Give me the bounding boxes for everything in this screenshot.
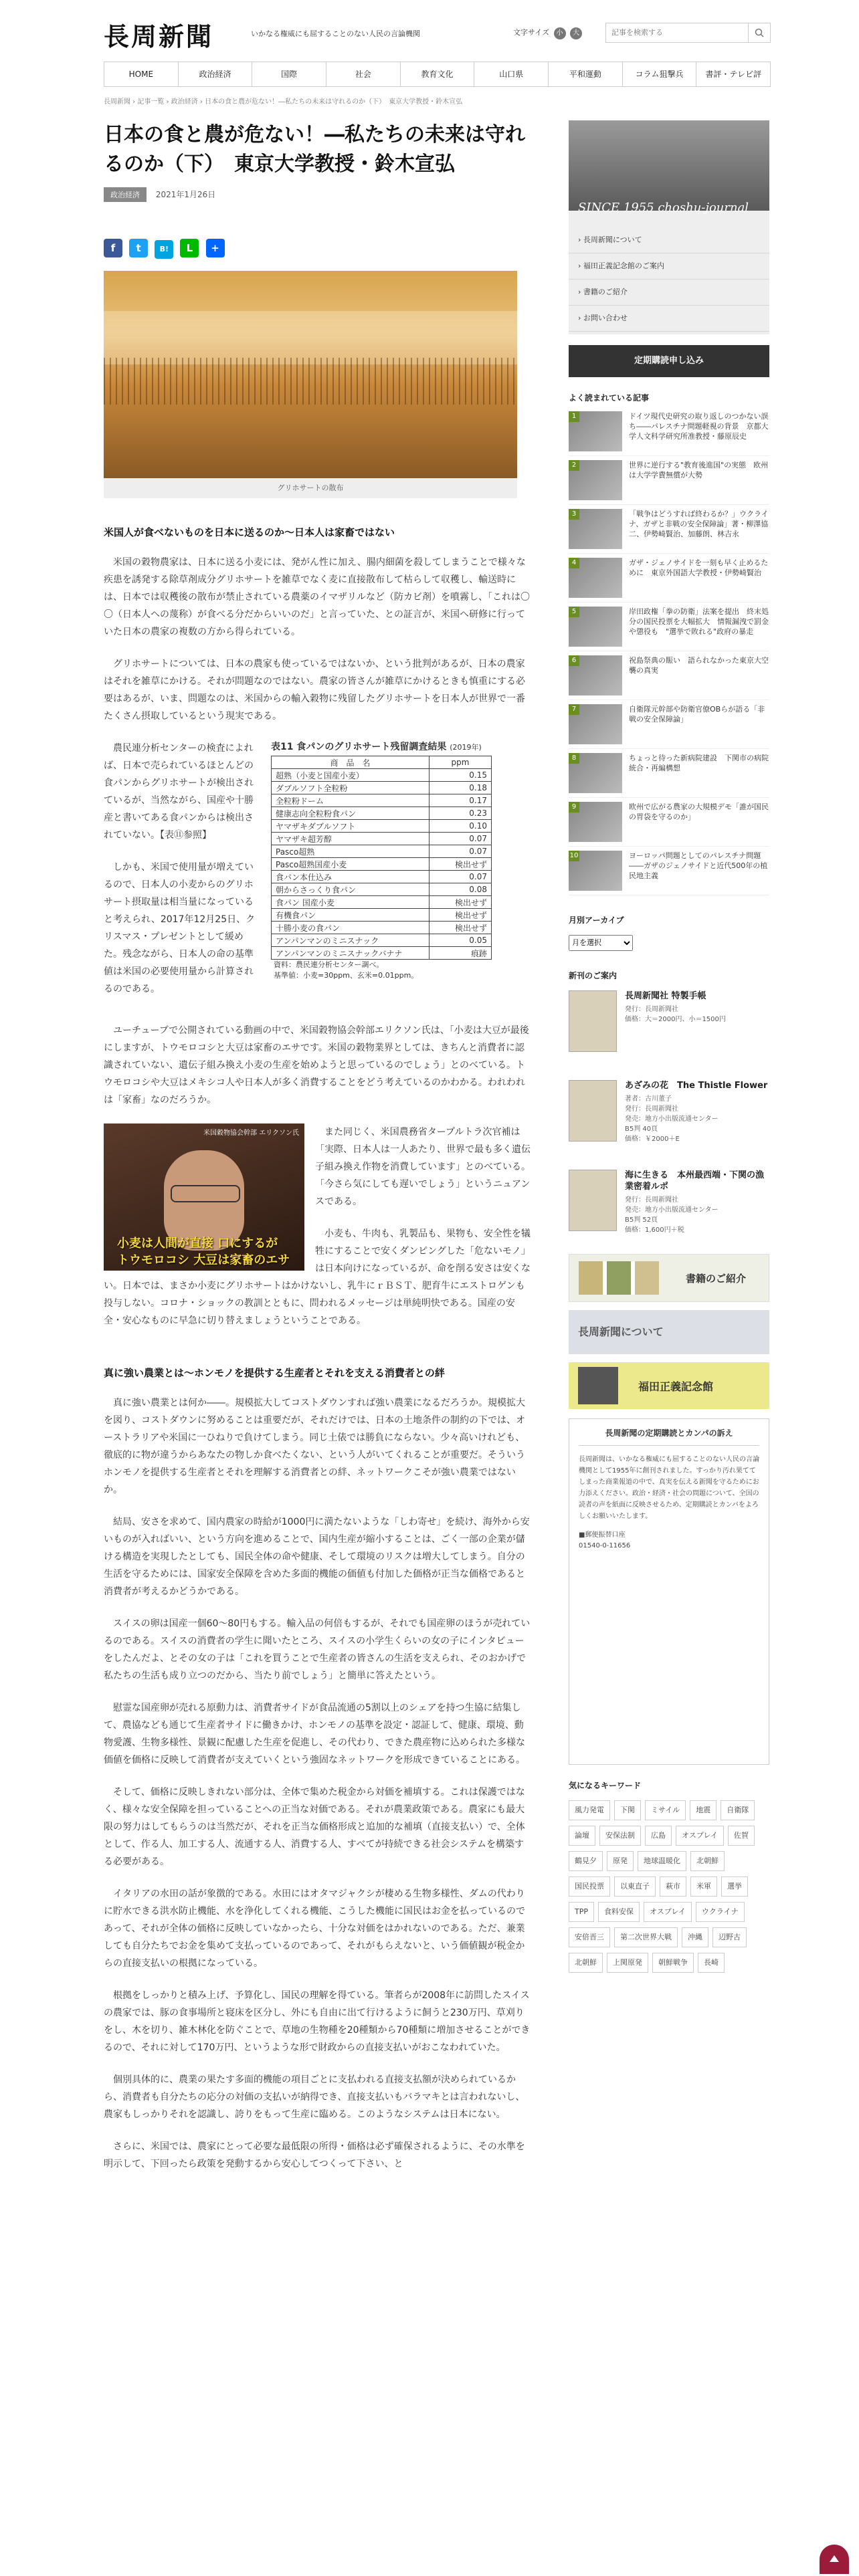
rank-number: 3 (569, 509, 579, 520)
ppm-value: 0.17 (430, 794, 492, 807)
ranking-thumbnail (569, 753, 622, 793)
rank-number: 7 (569, 704, 579, 715)
pubs-heading: 新刊のご案内 (569, 971, 617, 980)
share-buttons (104, 239, 532, 259)
link-books[interactable]: › 書籍のご紹介 (569, 280, 769, 306)
product-name: 食パン 国産小麦 (272, 896, 430, 909)
table-title: 表11 食パンのグリホサート残留調査結果 (2019年) (271, 742, 482, 752)
table-row (272, 858, 492, 871)
ranking-title: 自衛隊元幹部や防衛官僚OBらが語る「非戦の安全保障論」 (629, 705, 765, 724)
link-about[interactable]: › 長周新聞について (569, 227, 769, 253)
table-row (272, 934, 492, 947)
keyword-tag[interactable]: 朝鮮戦争 (652, 1953, 694, 1973)
video-subtitle-2: トウモロコシ 大豆は家畜のエサ (117, 1253, 290, 1267)
paragraph: 結局、安さを求めて、国内農家の時給が1000円に満たないような「しわ寄せ」を続け、海外から安いものが入ればいい、という方向を進めることで、国内生産が縮小することは、ごく一部の企業が儲ける構造を実現したとしても、国民全体の命や健康、そして環境のリスクは増大してしまう。自分の生活を守るためには、国家安全保障を含めた多面的機能の価値も付加した価格が正当な価格であると消費者が考えるかどうかである。 (104, 1517, 530, 1597)
product-name: 十勝小麦の食パン (272, 922, 430, 934)
ranking-thumbnail (569, 851, 622, 891)
article-date: 2021年1月26日 (155, 190, 216, 199)
video-caption-top: 米国穀物協会幹部 エリクソン氏 (203, 1130, 299, 1137)
product-name: Pasco超熟国産小麦 (272, 858, 430, 871)
main-nav (104, 62, 771, 87)
ranking-thumbnail (569, 607, 622, 647)
publication-detail: 発行：長周新聞社 価格：大＝2000円、小＝1500円 (625, 1006, 726, 1023)
appeal-text: 長周新聞は、いかなる権威にも屈することのない人民の言論機関として1955年に創刊されました。すっかり汚れ果ててしまった商業報道の中で、真実を伝える新聞を守るためにお力添えください。政治・経済・社会の問題について、全国の読者の声を紙面に反映させるため、定期購読とカンパをよろしくお願いいたします。 (579, 1456, 759, 1520)
rank-number: 1 (569, 411, 579, 422)
table-row (272, 871, 492, 883)
search-input[interactable] (606, 23, 747, 42)
keyword-tag[interactable]: 鶴見夕 (569, 1851, 603, 1871)
keyword-tag[interactable]: 長崎 (698, 1953, 725, 1973)
search-icon (755, 28, 764, 37)
publication-item[interactable] (569, 985, 769, 1075)
product-name: 全粒粉ドーム (272, 794, 430, 807)
ppm-value: 0.23 (430, 807, 492, 820)
keyword-tags (569, 1800, 769, 1973)
paragraph: そして、価格に反映しきれない部分は、全体で集めた税金から対価を補填する。これは保護ではなく、様々な安全保障を担っていることへの正当な対価である。それが農業政策である。農家にも最大限の努力はしてもらうのは当然だが、それを正当な価格形成と追加的な補填（直接支払い）で、全体として、作る人、加工する人、流通する人、消費する人、すべてが持続できる社会システムを構築する必要がある。 (104, 1787, 525, 1867)
link-contact[interactable]: › お問い合わせ (569, 306, 769, 332)
ppm-value: 痕跡 (430, 947, 492, 960)
nav-peace[interactable]: 平和運動 (549, 62, 623, 86)
paragraph: スイスの卵は国産一個60〜80円もする。輸入品の何倍もするが、それでも国産卵のほうが売れているのである。スイスの消費者の学生に聞いたところ、スイスの小学生くらいの女の子にインタビューをしたんだよ、とその女の子は「これを買うことで生産者の皆さんの生活を支えられ、そのおかげで私たちの生活も成り立つのだから、当たり前でしょう」と簡単に答えたという。 (104, 1618, 531, 1681)
product-name: 健康志向全粒粉食パン (272, 807, 430, 820)
site-logo[interactable]: 長周新聞 (104, 21, 214, 51)
appeal-title: 長周新聞の定期購読とカンパの訴え (579, 1427, 759, 1446)
article-photo (104, 271, 517, 498)
ranking-list (569, 407, 769, 895)
page-top-button[interactable] (820, 2545, 849, 2574)
ranking-item[interactable] (569, 749, 769, 798)
font-size-large-button[interactable]: 大 (570, 27, 582, 39)
product-name: 有機食パン (272, 909, 430, 922)
rank-number: 2 (569, 460, 579, 471)
paragraph: 根拠をしっかりと積み上げ、予算化し、国民の理解を得ている。筆者らが2008年に訪問したスイスの農家では、豚の食事場所と寝床を区分し、外にも自由に出て行けるように飼うと230万円、草刈りをし、木を切り、雑木林化を防ぐことで、草地の生物種を20種類から70種類に増加させることができるので、それに対して170万円、というような形で財政からの直接支払いがおこなわれていた。 (104, 1990, 531, 2053)
keyword-tag[interactable]: オスプレイ (676, 1826, 724, 1846)
paragraph: 慰霊な国産卵が売れる原動力は、消費者サイドが食品流通の5割以上のシェアを持つ生協に結集して、農協なども通じて生産者サイドに働きかけ、ホンモノの基準を設定・認証して、健康、環境、動物愛護、生物多様性、景観に配慮した生産を促進し、その代わり、できた農産物に込められた多様な価値を価格に反映して消費者が支えていくという強固なネットワークを形成できていることにある。 (104, 1703, 525, 1765)
nav-review[interactable]: 書評・テレビ評 (705, 70, 762, 79)
keyword-tag[interactable]: 第二次世界大戦 (614, 1927, 678, 1947)
paragraph: 小麦も、牛肉も、乳製品も、果物も、安全性を犠牲にすることで安くダンピングした「危ないモノ」は日本向けになっているが、命を削る安さは安くない。日本では、まさか小麦にグリホサートはかけないし、乳牛にｒＢＳＴ、肥育牛にエストロゲンも投与しない。コロナ・ショックの教訓とともに、問われるメッセージは単純明快である。国産の安全・安心なものに早急に切り替えましょうということである。 (104, 1228, 531, 1326)
rank-number: 6 (569, 655, 579, 666)
ranking-title: ヨーロッパ問題としてのパレスチナ問題――ガザのジェノサイドと近代500年の植民地主義 (629, 851, 768, 880)
keyword-tag[interactable]: 国民投票 (569, 1876, 610, 1897)
category-badge[interactable]: 政治経済 (104, 187, 147, 202)
ranking-item[interactable] (569, 407, 769, 456)
rank-number: 4 (569, 558, 579, 568)
rank-number: 9 (569, 802, 579, 813)
ranking-item[interactable] (569, 651, 769, 700)
table-row (272, 782, 492, 794)
ranking-thumbnail (569, 655, 622, 695)
promo-photo (569, 120, 769, 211)
keyword-tag[interactable]: 北朝鮮 (569, 1953, 603, 1973)
article (104, 120, 532, 2182)
ranking-title: 祝島祭典の賑い 語られなかった東京大空襲の真実 (629, 656, 769, 675)
product-name: 食パン本仕込み (272, 871, 430, 883)
paragraph: 個別具体的に、農業の果たす多面的機能の項目ごとに支払われる直接支払額が決められているから、消費者も自分たちの応分の対価の支払いが納得でき、直接支払いもバラマキとは言われないし、農家もしっかりそれを認識し、誇りをもって生産に臨める。このようなシステムは日本にない。 (104, 2074, 525, 2120)
books-image (579, 1261, 659, 1295)
keyword-tag[interactable]: 原発 (607, 1851, 634, 1871)
product-name: ダブルソフト全粒粉 (272, 782, 430, 794)
ppm-value: 0.07 (430, 845, 492, 858)
product-name: 朝からさっくり食パン (272, 883, 430, 896)
subscription-appeal (569, 1418, 769, 1765)
ppm-value: 0.10 (430, 820, 492, 833)
ranking-item[interactable] (569, 456, 769, 505)
table-row (272, 922, 492, 934)
article-subhead: 真に強い農業とは〜ホンモノを提供する生産者とそれを支える消費者との絆 (104, 1367, 445, 1379)
keyword-tag[interactable]: 論壇 (569, 1826, 595, 1846)
ranking-thumbnail (569, 509, 622, 549)
archive-heading: 月別アーカイブ (569, 916, 624, 925)
keyword-tag[interactable]: 安保法制 (599, 1826, 641, 1846)
glyphosate-table (271, 740, 532, 981)
keyword-tag[interactable]: 地震 (690, 1800, 717, 1820)
font-size-label: 文字サイズ (513, 28, 550, 37)
ppm-value: 0.18 (430, 782, 492, 794)
ranking-item[interactable] (569, 554, 769, 603)
ranking-title: ガザ・ジェノサイドを一刻も早く止めるために 東京外国語大学教授・伊勢崎賢治 (629, 558, 769, 577)
product-name: 超熟（小麦と国産小麦） (272, 769, 430, 782)
publication-cover (569, 990, 617, 1052)
ppm-value: 検出せず (430, 922, 492, 934)
keyword-tag[interactable]: 以東直子 (614, 1876, 656, 1897)
publication-detail: 著者：古川董子 発行：長周新聞社 発売：地方小出版流通センター B5判 40頁 価格：￥2000＋E (625, 1095, 719, 1143)
keyword-tag[interactable]: 沖縄 (682, 1927, 708, 1947)
site-tagline: いかなる権威にも屈することのない人民の言論機関 (251, 29, 420, 38)
ranking-thumbnail (569, 558, 622, 598)
pubs-list (569, 985, 769, 1254)
publication-cover (569, 1080, 617, 1142)
glyphosate-spraying-photo (104, 271, 517, 478)
product-name: アンパンマンのミニスナック (272, 934, 430, 947)
books-banner-label: 書籍のご紹介 (686, 1272, 747, 1285)
table-source: 資料：農民連分析センター調べ。 (274, 960, 384, 969)
ppm-value: 0.05 (430, 934, 492, 947)
ranking-thumbnail (569, 704, 622, 744)
table-section (104, 740, 532, 1007)
table-row (272, 833, 492, 845)
keyword-tag[interactable]: 上関原発 (607, 1953, 648, 1973)
ranking-item[interactable] (569, 505, 769, 554)
product-name: Pasco超熟 (272, 845, 430, 858)
line-share-button[interactable]: L (180, 239, 199, 257)
keyword-tag[interactable]: 下関 (614, 1800, 641, 1820)
product-name: ヤマザキ超芳醇 (272, 833, 430, 845)
paragraph: ユーチューブで公開されている動画の中で、米国穀物協会幹部エリクソン氏は、「小麦は大豆が最後にしますが、トウモロコシと大豆は家畜のエサです。米国の穀物業界としては、きちんと消費者に認識されていない、遺伝子組み換え小麦の生産を始めようと思っているのでしょう」とのべている。トウモロコシや大豆はメキシコ人や日本人が多く消費することをどう考えているのかわかる。われわれは「家畜」なのだろうか。 (104, 1025, 529, 1105)
keyword-tag[interactable]: 広島 (645, 1826, 672, 1846)
archive-select[interactable] (569, 935, 633, 951)
books-banner[interactable] (569, 1254, 769, 1302)
keyword-tag[interactable]: 萩市 (660, 1876, 686, 1897)
ranking-title: 岸田政権「拳の防衛」法案を提出 終末処分の国民投票を大幅拡大 情報漏洩で罰金や懲役も "選挙で敗れる"政府の暴走 (629, 607, 769, 636)
ranking-title: 世界に逆行する"教育後進国"の実態 欧州は大学学費無償が大勢 (629, 461, 769, 479)
ppm-value: 0.08 (430, 883, 492, 896)
paragraph: 米国の穀物農家は、日本に送る小麦には、発がん性に加え、腸内細菌を殺してしまうことで様々な疾患を誘発する除草剤成分グリホサートを雑草でなく麦に直接散布して枯らして収穫し、輸送時には、日本では収穫後の散布が禁止されている農薬のイマザリルなど（防カビ剤）を噴霧し、「これは〇〇（日本人への蔑称）が食べる分だからいいのだ」と言っていた、との証言が、米国へ研修に行っていた日本の農家の複数の方から得られている。 (104, 557, 530, 637)
ranking-item[interactable] (569, 798, 769, 847)
rank-number: 5 (569, 607, 579, 617)
twitter-share-button[interactable]: t (129, 239, 148, 257)
table-limit: 基準値：小麦=30ppm、玄米=0.01ppm。 (274, 971, 419, 980)
nav-yamaguchi[interactable]: 山口県 (474, 62, 549, 86)
nav-society[interactable]: 社会 (326, 62, 401, 86)
nav-home[interactable]: HOME (104, 62, 179, 86)
promo-since: SINCE 1955 choshu-journal (578, 201, 749, 215)
paragraph: 真に強い農業とは何か――。規模拡大してコストダウンすれば強い農業になるだろうか。規模拡大を図り、コストダウンに努めることは重要だが、それだけでは、日本の土地条件の制約の下では、オーストラリアや米国に一ひねりで負けてしまう。同じ土俵では勝負にならない。少々高いけれども、徹底的に物が違うからあなたの物しか食べたくない、という人がいてくれることが重要だ。そういうホンモノを提供する生産者とそれを理解する消費者との絆、ネットワークこそが強い農業ではないか。 (104, 1398, 525, 1495)
ranking-thumbnail (569, 802, 622, 842)
rank-number: 8 (569, 753, 579, 764)
keyword-tag[interactable]: 佐賀 (728, 1826, 755, 1846)
addtoany-share-button[interactable]: + (206, 239, 225, 257)
ppm-value: 0.15 (430, 769, 492, 782)
ranking-title: 欧州で広がる農家の大規模デモ「誰が国民の胃袋を守るのか」 (629, 802, 769, 821)
memorial-photo (578, 1367, 618, 1404)
table-row (272, 769, 492, 782)
ranking-heading: よく読まれている記事 (569, 393, 650, 403)
keyword-tag[interactable]: 食料安保 (598, 1902, 640, 1922)
publication-detail: 発行：長周新聞社 発売：地方小出版流通センター B5判 52頁 価格：1,600円＋税 (625, 1196, 719, 1234)
ppm-value: 0.07 (430, 871, 492, 883)
site-header (104, 9, 769, 49)
paragraph: しかも、米国で使用量が増えているので、日本人の小麦からのグリホサート摂取量は相当量になっていると考えられ、2017年12月25日、クリスマス・プレゼントとして緩めた。残念ながら、日本人の命の基準値は米国の必要使用量から計算されるのである。 (104, 862, 256, 994)
table-row (272, 794, 492, 807)
video-subtitle-1: 小麦は人間が直接 口にするが (117, 1237, 278, 1251)
publication-item[interactable] (569, 1075, 769, 1164)
publication-title: あざみの花 The Thistle Flower (625, 1081, 768, 1091)
appeal-bank: ■郵便振替口座 01540-0-11656 (579, 1531, 631, 1549)
rank-number: 10 (569, 851, 579, 861)
product-name: ヤマザキダブルソフト (272, 820, 430, 833)
paragraph: さらに、米国では、農家にとって必要な最低限の所得・価格は必ず確保されるように、その水準を明示して、下回ったら政策を発動するから安心してつくって下さい、と (104, 2141, 525, 2169)
hatena-share-button[interactable]: B! (155, 240, 173, 259)
table-row (272, 896, 492, 909)
search-button[interactable] (748, 23, 770, 42)
article-meta (104, 187, 532, 202)
ranking-thumbnail (569, 411, 622, 451)
article-subhead: 米国人が食べないものを日本に送るのか〜日本人は家畜ではない (104, 526, 395, 538)
publication-cover (569, 1170, 617, 1231)
ranking-title: ドイツ現代史研究の取り返しのつかない誤ち――パレスチナ問題軽視の背景 京都大学人文科学研究所准教授・藤原辰史 (629, 412, 769, 441)
paragraph: また同じく、米国農務省タープルトラ次官補は「実際、日本人は一人あたり、世界で最も多く遺伝子組み換え作物を消費しています」とのべている。「今さら気にしても遅いでしょう」というニュアンスである。 (315, 1127, 531, 1207)
search-box (605, 23, 771, 43)
keyword-tag[interactable]: 地球温暖化 (638, 1851, 686, 1871)
table-row (272, 947, 492, 960)
publication-item[interactable] (569, 1164, 769, 1254)
publication-title: 海に生きる 本州最西端・下関の漁業密着ルポ (625, 1170, 765, 1192)
promo-links (569, 227, 769, 332)
keywords-heading: 気になるキーワード (569, 1781, 642, 1790)
keyword-tag[interactable]: オスプレイ (644, 1902, 692, 1922)
nav-education[interactable]: 教育文化 (401, 62, 475, 86)
breadcrumb[interactable]: 長周新聞 › 記事一覧 › 政治経済 › 日本の食と農が危ない！―私たちの未来は守れるのか（下） 東京大学教授・鈴木宣弘 (104, 98, 463, 106)
ranking-thumbnail (569, 460, 622, 500)
font-size-small-button[interactable]: 小 (554, 27, 566, 39)
keyword-tag[interactable]: 辺野古 (712, 1927, 747, 1947)
memorial-banner[interactable]: 福田正義記念館 (569, 1362, 769, 1409)
video-still[interactable] (104, 1123, 304, 1271)
col-header-name: 商 品 名 (272, 756, 430, 769)
keyword-tag[interactable]: 選挙 (721, 1876, 748, 1897)
table-row (272, 807, 492, 820)
ranking-item[interactable] (569, 700, 769, 749)
table-row (272, 820, 492, 833)
nav-politics[interactable]: 政治経済 (179, 62, 253, 86)
sidebar-promo (569, 120, 769, 334)
keyword-tag[interactable]: 安倍晋三 (569, 1927, 610, 1947)
keyword-tag[interactable]: 米軍 (690, 1876, 717, 1897)
ppm-value: 検出せず (430, 909, 492, 922)
font-size-control (513, 27, 582, 39)
nav-international[interactable]: 国際 (252, 62, 326, 86)
photo-caption: グリホサートの散布 (104, 478, 517, 498)
ranking-title: 「戦争はどうすれば終わるか？」ウクライナ、ガザと非戦の安全保障論」著・柳澤協二、伊勢崎賢治、加藤朗、林吉永 (629, 510, 769, 538)
ppm-value: 0.07 (430, 833, 492, 845)
paragraph: イタリアの水田の話が象徴的である。水田にはオタマジャクシが棲める生物多様性、ダムの代わりに貯水できる洪水防止機能、水を浄化してくれる機能、こうした機能に国民はお金を払っているのであって、それが全体の価格に反映していなかったら、十分な対価をはかれないのである。ただ、兼業しても自分たちでお金を集めて支払っているのであって、それがもらえないと、いう価値観が税金からの直接支払いの根拠になっている。 (104, 1889, 525, 1969)
keyword-tag[interactable]: 自衛隊 (721, 1800, 755, 1820)
table-row (272, 883, 492, 896)
table-row (272, 909, 492, 922)
ppm-value: 検出せず (430, 896, 492, 909)
paragraph: 農民連分析センターの検査によれば、日本で売られているほとんどの食パンからグリホサートが検出されているが、当然ながら、国産や十勝産と書いてある食パンからは検出されていない。【表⑪参照】 (104, 743, 254, 841)
paragraph: グリホサートについては、日本の農家も使っているではないか、という批判があるが、日本の農家はそれを雑草にかける。それが問題なのではない。農家の皆さんが雑草にかけるときも慎重にする必要はあるが、いま、問題なのは、米国からの輸入穀物に残留したグリホサートを日本人が世界で一番たくさん摂取しているという現実である。 (104, 659, 525, 722)
ranking-title: ちょっと待った新病院建設 下関市の病院統合・再編構想 (629, 754, 769, 772)
ppm-value: 検出せず (430, 858, 492, 871)
subscribe-button[interactable]: 定期購読申し込み (569, 345, 769, 377)
product-name: アンパンマンのミニスナックバナナ (272, 947, 430, 960)
keyword-tag[interactable]: TPP (569, 1902, 594, 1922)
about-banner[interactable]: 長周新聞について (569, 1310, 769, 1354)
col-header-ppm: ppm (430, 756, 492, 769)
results-table (271, 756, 492, 960)
video-section (104, 1123, 532, 1339)
keyword-tag[interactable]: 風力発電 (569, 1800, 610, 1820)
ranking-item[interactable] (569, 847, 769, 895)
keyword-tag[interactable]: ミサイル (645, 1800, 686, 1820)
nav-column[interactable]: コラム狙撃兵 (623, 62, 697, 86)
article-title: 日本の食と農が危ない！―私たちの未来は守れるのか（下） 東京大学教授・鈴木宣弘 (104, 123, 525, 176)
table-row (272, 845, 492, 858)
keyword-tag[interactable]: ウクライナ (696, 1902, 745, 1922)
keyword-tag[interactable]: 北朝鮮 (690, 1851, 725, 1871)
sidebar (569, 120, 769, 1973)
ranking-item[interactable] (569, 603, 769, 651)
facebook-share-button[interactable]: f (104, 239, 122, 257)
publication-title: 長周新聞社 特製手帳 (625, 991, 706, 1001)
link-memorial[interactable]: › 福田正義記念館のご案内 (569, 253, 769, 280)
